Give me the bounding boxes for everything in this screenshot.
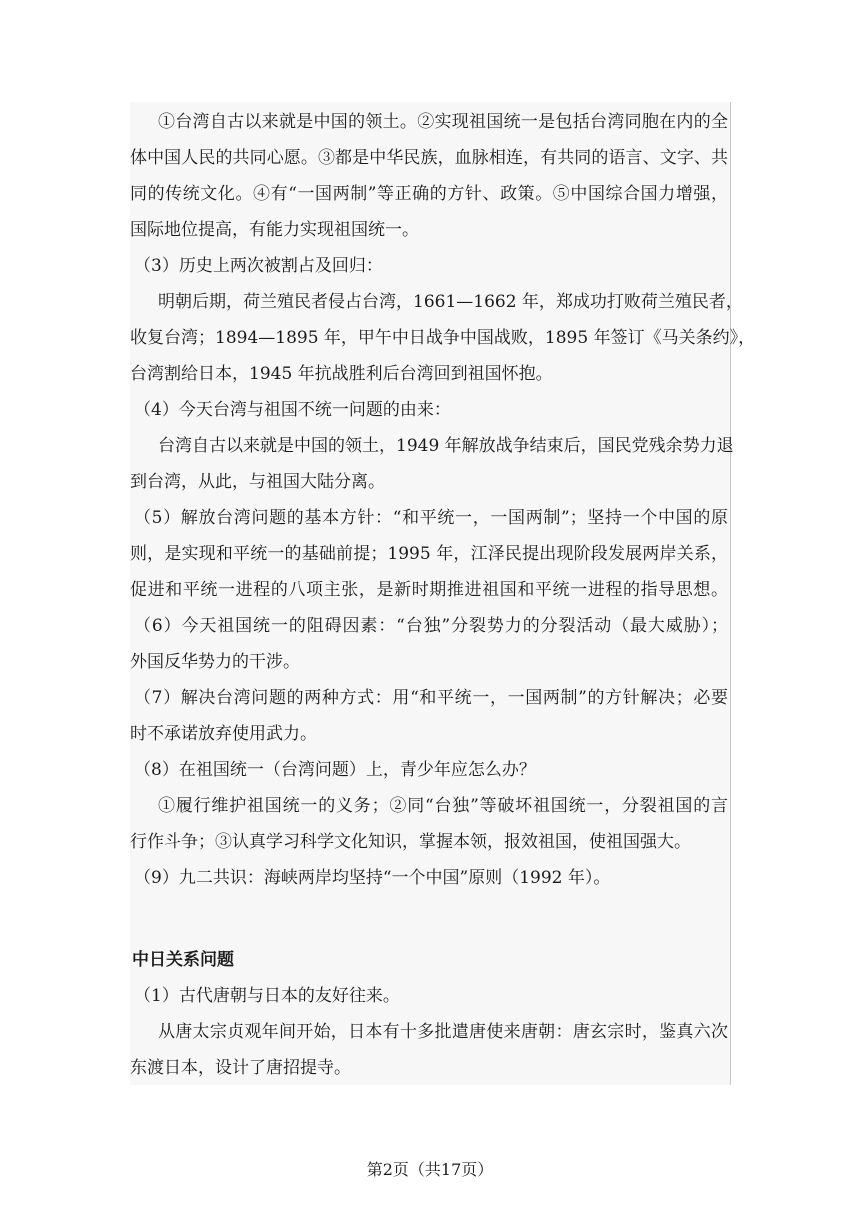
text-line: 则，是实现和平统一的基础前提；1995 年，江泽民提出现阶段发展两岸关系， <box>130 544 728 564</box>
item-heading: （9）九二共识：海峡两岸均坚持“一个中国”原则（1992 年）。 <box>134 868 611 888</box>
text-line: 收复台湾；1894—1895 年，甲午中日战争中国战败，1895 年签订《马关条约》， <box>130 328 756 348</box>
text-line: 从唐太宗贞观年间开始，日本有十多批遣唐使来唐朝：唐玄宗时，鉴真六次 <box>158 1022 728 1042</box>
text-line: 明朝后期，荷兰殖民者侵占台湾，1661—1662 年，郑成功打败荷兰殖民者， <box>158 292 743 312</box>
text-line: （6）今天祖国统一的阻碍因素：“台独”分裂势力的分裂活动（最大威胁）； <box>134 616 728 636</box>
text-line: 同的传统文化。④有“一国两制”等正确的方针、政策。⑤中国综合国力增强， <box>130 184 728 204</box>
item-heading: （3）历史上两次被割占及回归： <box>134 256 383 276</box>
text-line: （5）解放台湾问题的基本方针：“和平统一，一国两制”；坚持一个中国的原 <box>134 508 728 528</box>
text-line: 国际地位提高，有能力实现祖国统一。 <box>130 220 419 240</box>
text-line: 外国反华势力的干涉。 <box>130 652 300 672</box>
text-line: 促进和平统一进程的八项主张，是新时期推进祖国和平统一进程的指导思想。 <box>130 580 728 600</box>
text-line: 体中国人民的共同心愿。③都是中华民族，血脉相连，有共同的语言、文字、共 <box>130 148 728 168</box>
page-footer: 第2页（共17页） <box>366 1160 494 1179</box>
document-body <box>130 102 756 1085</box>
text-line: ①台湾自古以来就是中国的领土。②实现祖国统一是包括台湾同胞在内的全 <box>158 112 728 132</box>
text-line: 台湾自古以来就是中国的领土，1949 年解放战争结束后，国民党残余势力退 <box>158 436 734 456</box>
text-line: ①履行维护祖国统一的义务；②同“台独”等破坏祖国统一，分裂祖国的言 <box>158 796 728 816</box>
text-line: 行作斗争；③认真学习科学文化知识，掌握本领，报效祖国，使祖国强大。 <box>130 832 691 852</box>
text-line: 到台湾，从此，与祖国大陆分离。 <box>130 472 385 492</box>
item-heading: （4）今天台湾与祖国不统一问题的由来： <box>134 400 451 420</box>
text-line: （7）解决台湾问题的两种方式：用“和平统一，一国两制”的方针解决；必要 <box>134 688 728 708</box>
text-line: 东渡日本，设计了唐招提寺。 <box>130 1058 351 1078</box>
item-heading: （1）古代唐朝与日本的友好往来。 <box>134 986 400 1006</box>
section-title: 中日关系问题 <box>132 950 234 970</box>
item-heading: （8）在祖国统一（台湾问题）上，青少年应怎么办？ <box>134 760 536 780</box>
text-line: 台湾割给日本，1945 年抗战胜利后台湾回到祖国怀抱。 <box>130 364 553 384</box>
text-line: 时不承诺放弃使用武力。 <box>130 724 317 744</box>
